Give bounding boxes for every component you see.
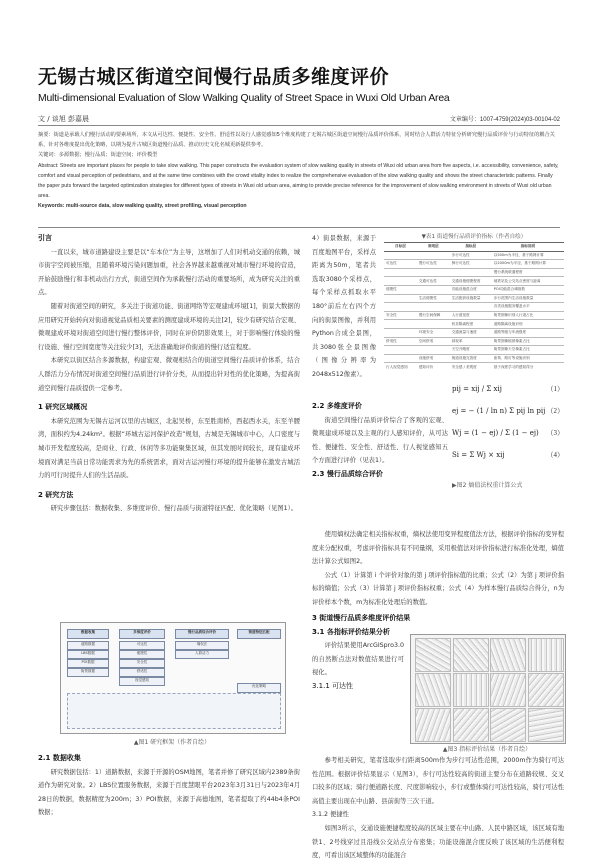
section-2-1-paragraph: 研究数据包括：1）道路数据，来源于开源的OSM地图，笔者并修了研究区域内2389条街道作为研究对象。2）LBS位置服务数据，来源于百度慧眼平台2023年3月31日与2023年4月28日的数据，数据精度为200m；3）POI数据，来源于高德地图，笔者提取了约44b4条POI数据； [38,768,300,817]
section-3-1-2-heading: 3.1.2 便捷性 [312,811,349,819]
intro-paragraph: 随着对街道空间的研究，多关注于街道功能、街道网络等宏观建成环境[1]，街景大数据的应用研究开始转向对街道视觉品质相关要素的测度建成环境的关注[2]，较少有研究结合宏观、微观建成环境对街道空间进行慢行整体评价，同时在评价阴影效果上，对于影响慢行体验的慢行设施、慢行空间宽度等关注较少[3]，无法准确地评价街道的慢行适宜程度。 [38,302,300,351]
keywords-zh: 关键词：多源数据；慢行品质；街道空间；评价模型 [38,152,158,159]
table-cell: 以500m为半径，基于路网计算 [492,251,564,260]
section-2-3-paragraph: 使用熵权法确定相关指标权重，熵权法使用变异程度值法方法，根据评价指标的变异程度来分配权重，考虑评价指标具有不同量纲，采用极值法对评价指标进行标准化处理，熵值法计算公式如图2。 [312,531,564,566]
framework-illustration [67,693,281,729]
table-cell: 座椅、路灯等设施识别 [492,354,564,363]
formula-expression [452,407,545,415]
table-row [384,294,564,303]
table-cell [384,268,417,277]
formula-rhs: xij / Σ xij [471,385,502,393]
figure-1-caption: ▲图1 研究框架（作者自绘） [133,739,211,746]
table-cell [384,354,417,363]
formula-number: （4） [546,451,564,459]
formula-note: 公式（1）计算第 i 个评价对象的第 j 项评价指标值的比重；公式（2）为第 j 项评价指标的熵值；公式（3）计算第 j 项评价指标权重；公式（4）为样本慢行品质综合得分，n为评价样本个数，m为标准化处理后的数值。 [312,571,564,606]
table-cell: 舒适性 [384,337,417,346]
table-row [384,320,564,329]
section-3-1-1-heading: 3.1.1 可达性 [312,681,354,690]
formula-row [452,378,564,400]
street-view-paragraph: 4）街景数据，来源于百度地图平台，采样点距离为50m，笔者共选取3080个采样点，每个采样点抓取水平180°前后左右四个方向的街景图像，并利用Python合成全景图，共3080张全景图像（图像分辨率为2048x512像素）。 [312,235,376,378]
formula-rhs: (1 − ej) / Σ (1 − ej) [471,429,539,437]
right-column-mid [312,528,564,610]
section-2-2-heading: 2.2 多维度评价 [312,402,362,410]
section-1-heading: 1 研究区域概况 [38,403,88,412]
table-cell: 地铁站及公交站点密度与距离 [492,277,564,286]
section-2-paragraph: 研究步骤包括：数据收集、多维度评价、慢行品质与街道特征匹配、优化策略（见图1）。 [50,505,298,513]
indicator-map-thumbnail [453,638,489,672]
section-3-1-1-paragraph: 参考相关研究，笔者选取步行距离500m作为步行可达性范围，2000m作为骑行可达性范围。根据评价结果显示（见图3），步行可达性较高的街道主要分布在道路较规、交叉口较多的区域；骑行便道路长度、尺度影响较小，步行或整体骑行可达性较高，骑行可达性高值主要出现在中山路、县前街等三次干道。 [312,757,564,805]
table-header-cell: 指标说明 [492,243,564,252]
table-cell [417,320,450,329]
table-cell: 天空开敞度 [450,346,492,355]
table-cell: 机非隔离程度 [450,320,492,329]
section-3-heading: 3 街道慢行品质多维度评价结果 [312,614,411,622]
intro-paragraph: 本研究以街区结合多源数据，构建宏观、微观相结合的街道空间慢行品质评价体系，结合人群活力分布情况对街道空间慢行品质进行评价分类，从而提出针对性的优化策略，为提高街道空间慢行品质提供一定参考。 [38,357,300,392]
framework-node: 熵权法 [175,641,229,650]
formula-expression [452,385,502,393]
table-1 [384,232,564,371]
framework-node: POI数据 [67,659,109,668]
framework-node: LBS数据 [67,650,109,659]
table-row [384,285,564,294]
table-row [384,268,564,277]
framework-node: 街道特征匹配 [237,629,281,639]
indicator-map-thumbnail [415,673,451,707]
indicator-map-thumbnail [528,708,564,742]
keywords-en: Keywords: multi-source data, slow walking quality, street profiling, visual perception [38,203,247,210]
right-column-upper [312,400,448,482]
left-column [38,232,300,516]
table-row [384,251,564,260]
table-cell: 道路隔离设施识别 [492,320,564,329]
framework-node: 慢行品质综合评价 [175,629,229,639]
table-cell [384,303,417,312]
table-cell: 慢行空间保障 [417,311,450,320]
table-cell [450,268,492,277]
intro-paragraph: 一直以来，城市道路建设主要是以“车本位”为主导，这增加了人们对机动交通的依赖，城市街宇空间被压缩，且随着环境污染问题加重，社会各界越来越重视对城市慢行环境的营造，开始鼓励慢行和非机动出行方式，街道空间作为承载慢行活动的重要场所，成为研究关注的重点。 [38,248,300,297]
table-cell: 生活配套设施数量 [450,294,492,303]
formula-rhs: Σ Wj × xij [469,451,505,459]
section-3-1-heading: 3.1 各指标评价结果分析 [312,627,390,636]
formula-expression [452,429,539,437]
table-cell [417,268,450,277]
indicator-maps-figure [410,634,566,744]
table-cell [384,328,417,337]
table-cell: 生活便捷性 [417,294,450,303]
table-cell: 慢行系统联通程度 [492,268,564,277]
formula-number: （3） [546,429,564,437]
table-cell [384,320,417,329]
formula-lhs: Wj = [452,429,472,437]
formula-row [452,400,564,422]
indicator-table [384,242,564,371]
table-cell [450,303,492,312]
table-cell: 交通流量与速度 [450,328,492,337]
table-cell: 人行道宽度 [450,311,492,320]
table-cell: 街景图像天空像素占比 [492,346,564,355]
formula-row [452,422,564,444]
table-header-cell: 指标层 [450,243,492,252]
framework-node: 安全性 [119,659,165,668]
table-cell: 空间舒适 [417,337,450,346]
table-header-cell: 目标层 [384,243,417,252]
section-3-1-2-paragraph: 如图3所示，交通设施便捷程度较高的区域主要在中山路、人民中路区域，该区域有地铁1、2号线穿过且沿线公交站点分布密集；功能设施混合度反映了该区域的生活便利程度，可看出该区域整体的功能混合 [312,824,564,860]
table-cell: 感知评价 [417,363,450,371]
table-row [384,277,564,286]
title-divider [38,125,560,126]
table-row [384,260,564,269]
right-column-results [312,612,411,694]
table-cell: 骑行可达性 [450,260,492,269]
table-cell [417,346,450,355]
formula-block [452,378,564,473]
table-cell: 街景图像识别人行道占比 [492,311,564,320]
framework-figure [60,622,286,734]
table-cell [417,303,450,312]
section-1-paragraph: 本研究范围为无锡古运河以里的古城区，北起吴桥，东至胜南桥，西起西水关，东至羊腰湾，面积约为4.24km²。根据“环城古运河保护改造”规划，古城是无锡城市中心，人口密度与城市开发程度较高，是商业、行政、休闲等多功能聚集区域，但其发展时间较长，现有建成环境面对满足当前日常功能需求为先的系统需求，面对古运河慢行环境的提升能够在激发古城活力的可行时提升人们的生活品质。 [38,417,300,480]
table-row [384,311,564,320]
table-cell: 环境安全 [417,328,450,337]
table-cell: 行人视觉感知 [384,363,417,371]
indicator-map-thumbnail [453,708,489,742]
table-cell: 街景图像植被像素占比 [492,337,564,346]
table-cell: 绿视率 [450,337,492,346]
table-row [384,346,564,355]
intro-heading: 引言 [38,234,52,242]
table-cell: 可达性 [384,260,417,269]
table-cell [384,294,417,303]
table-row [384,303,564,312]
table-row [384,363,564,371]
formula-number: （2） [546,407,564,415]
formula-number: （1） [546,385,564,393]
indicator-map-thumbnail [415,708,451,742]
framework-node: 可达性 [119,641,165,650]
table-row [384,354,564,363]
table-row [384,337,564,346]
table-cell: 交通可达性 [417,277,450,286]
table-header-cell: 准则层 [417,243,450,252]
left-column-bottom [38,752,300,820]
indicator-map-thumbnail [490,708,526,742]
framework-node: 多维度评价 [119,629,165,639]
table-cell: 步行可达性 [450,251,492,260]
table-cell [384,251,417,260]
page-title: 无锡古城区街道空间慢行品质多维度评价 [38,66,390,88]
abstract-en: Abstract: Streets are important places for people to take slow walking. This paper constructs the evaluation system of slow walking quality in streets of Wuxi old urban area from five aspects, i.e. accessibility, convenience, safety, comfort and visual perception of pedestrians, and at the same time combines with the crowd vitality index to realize the comprehensive evaluation of the slow walking quality and shows the street characteristic patterns. Finally the paper puts forward the targeted optimization strategies for different types of streets in Wuxi old urban area, aiming to provide precise reference for the improvement of slow walking environment in streets of Wuxi old urban area. [38,162,559,200]
table-cell [384,346,417,355]
table-cell: POI功能混合熵指数 [492,285,564,294]
section-2-2-paragraph: 街道空间慢行品质评价综合了客观的宏观、微观建成环境以及主观的行人感知评价，从可达性、便捷性、安全性、舒适性、行人视觉感知五个方面进行评价（见表1）。 [312,416,448,465]
framework-node: 人群活力 [175,650,229,659]
table-cell: 道路等级与车流强度 [492,328,564,337]
abstract-block [38,130,560,212]
data-sources-cont [312,232,376,382]
formula-lhs: pij = [452,385,472,393]
formula-lhs: ej = − [452,407,477,415]
framework-node: 优化策略 [237,683,281,693]
abstract-divider [38,227,560,228]
table-cell: 基于深度学习的感知得分 [492,363,564,371]
section-3-1-paragraph: 评价结果使用ArcGISpro3.0的自然断点法对数值结果进行可视化。 [312,642,404,677]
indicator-map-thumbnail [415,638,451,672]
formula-lhs: Si = [452,451,470,459]
table-cell: 设施舒适 [417,354,450,363]
table-cell [417,285,450,294]
indicator-map-thumbnail [528,673,564,707]
abstract-zh: 摘要：街道是承载人们慢行活动的要素场所，本文从可达性、便捷性、安全性、舒适性以及行人感觉感知5个维度构建了无锡古城区街道空间慢行品质评价体系，同时结合人群活力特征分析研究慢行品质评价与行动特征的耦合关系，针对各维度提出优化策略，以期为提升古城区街道慢行品质、推动历史文化名城更新提供参考。 [38,132,555,149]
formula-row [452,444,564,466]
figure-3-caption: ▲图3 指标评价结果（作者自绘） [442,746,532,753]
table-cell: 以2000m为半径，基于路网计算 [492,260,564,269]
section-2-1-heading: 2.1 数据收集 [38,754,81,762]
figure-2-caption: ▶图2 熵值法权重计算公式 [452,482,523,489]
table-cell [384,277,417,286]
section-2-heading: 2 研究方法 [38,490,74,499]
table-row [384,328,564,337]
indicator-map-thumbnail [528,638,564,672]
table-cell: 交通设施便捷程度 [450,277,492,286]
table-cell: 便捷性 [384,285,417,294]
framework-node: 便捷性 [119,650,165,659]
framework-node: 道路数据 [67,641,109,650]
framework-node: 舒适性 [119,668,165,677]
english-title: Multi-dimensional Evaluation of Slow Walking Quality of Street Space in Wuxi Old Urban Area [38,93,450,104]
right-column-bottom [312,754,564,863]
formula-rhs: (1 / ln n) Σ pij ln pij [476,407,546,415]
table-cell: 功能设施混合度 [450,285,492,294]
table-cell: 步行范围内生活设施数量 [492,294,564,303]
table-cell: 各类设施服务覆盖水平 [492,303,564,312]
framework-node: 数据收集 [67,629,109,639]
table-cell [417,251,450,260]
formula-expression [452,451,505,459]
section-2-3-heading: 2.3 慢行品质综合评价 [312,469,383,478]
article-number: 文章编号：1007-4759(2024)03-00104-02 [449,117,560,123]
indicator-map-thumbnail [453,673,489,707]
framework-node: 街景数据 [67,668,109,677]
table-1-caption: ▼表1 街道慢行品质评价指标（作者自绘） [421,234,527,240]
framework-node: 视觉感知 [119,677,165,686]
author-line: 文 / 谈旭 彭嘉晨 [38,115,90,123]
table-cell: 安全感 / 美观度 [450,363,492,371]
table-cell: 安全性 [384,311,417,320]
table-cell: 街道设施完善度 [450,354,492,363]
table-cell: 慢行可达性 [417,260,450,269]
indicator-map-thumbnail [490,673,526,707]
indicator-map-thumbnail [490,638,526,672]
